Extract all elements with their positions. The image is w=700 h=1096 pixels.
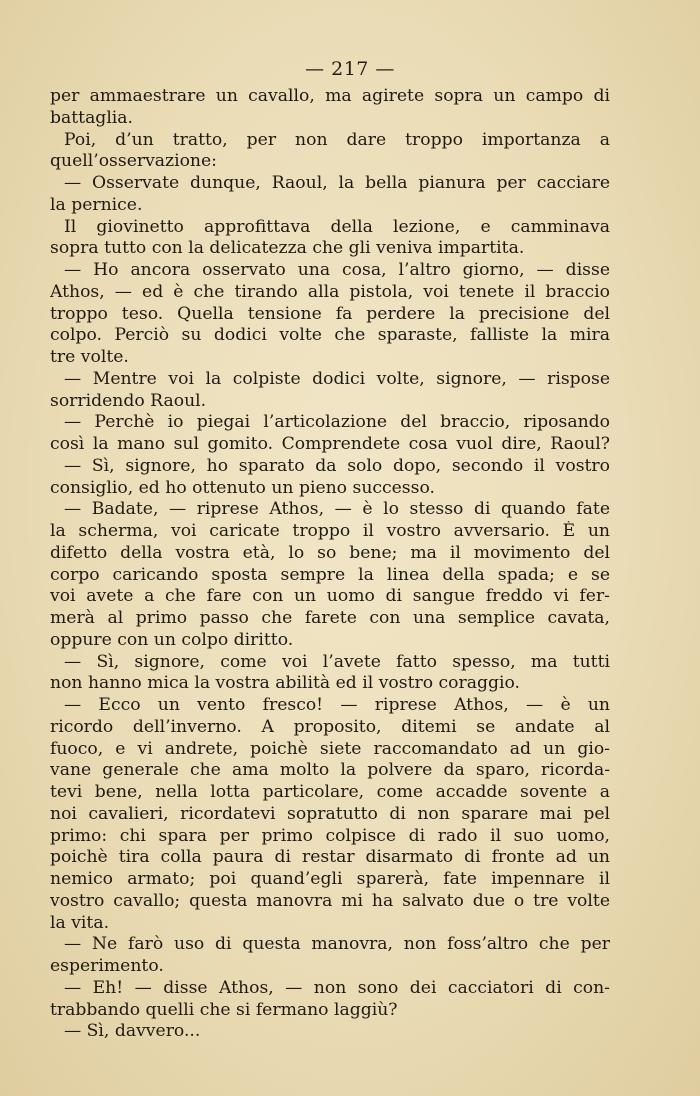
text-line: — Mentre voi la colpiste dodici volte, signore, — rispose <box>64 368 610 389</box>
text-line: — Eh! — disse Athos, — non sono dei cacciatori di con- <box>64 977 610 998</box>
text-line: primo: chi spara per primo colpisce di rado il suo uomo, <box>50 825 610 846</box>
text-line: non hanno mica la vostra abilità ed il vostro coraggio. <box>50 673 520 694</box>
text-line: consiglio, ed ho ottenuto un pieno successo. <box>50 477 435 498</box>
text-line: esperimento. <box>50 956 164 976</box>
text-line: corpo caricando sposta sempre la linea della spada; e se <box>50 564 610 585</box>
text-line: Athos, — ed è che tirando alla pistola, voi tenete il braccio <box>50 281 610 302</box>
text-line: — Ho ancora osservato una cosa, l’altro giorno, — disse <box>64 260 610 280</box>
text-line: quell’osservazione: <box>50 151 217 172</box>
text-line: Poi, d’un tratto, per non dare troppo importanza a <box>64 129 610 150</box>
text-line: — Ne farò uso di questa manovra, non foss’altro che per <box>64 934 610 955</box>
text-line: oppure con un colpo diritto. <box>50 629 294 650</box>
text-line: — Sì, signore, come voi l’avete fatto spesso, ma tutti <box>64 651 610 672</box>
text-line: per ammaestrare un cavallo, ma agirete sopra un campo di <box>50 86 610 106</box>
text-line: nemico armato; poi quand’egli sparerà, fate impennare il <box>50 869 610 889</box>
text-line: — Sì, davvero... <box>64 1021 201 1042</box>
text-line: la vita. <box>50 912 110 933</box>
text-line: vostro cavallo; questa manovra mi ha salvato due o tre volte <box>50 890 610 911</box>
text-line: la scherma, voi caricate troppo il vostro avversario. È un <box>50 521 610 541</box>
text-line: vane generale che ama molto la polvere da sparo, ricorda- <box>50 760 610 781</box>
text-line: — Perchè io piegai l’articolazione del braccio, riposando <box>64 412 610 433</box>
text-line: voi avete a che fare con un uomo di sangue freddo vi fer- <box>50 586 610 607</box>
text-line: poichè tira colla paura di restar disarmato di fronte ad un <box>50 847 610 868</box>
text-line: noi cavalieri, ricordatevi sopratutto di non sparare mai pel <box>50 803 610 824</box>
text-line: sopra tutto con la delicatezza che gli veniva impartita. <box>50 238 525 259</box>
text-line: così la mano sul gomito. Comprendete cosa vuol dire, Raoul? <box>50 434 610 454</box>
text-line: difetto della vostra età, lo so bene; ma il movimento del <box>50 542 610 563</box>
text-line: colpo. Perciò su dodici volte che sparaste, falliste la mira <box>50 325 610 346</box>
page-number: — 217 — <box>305 58 395 80</box>
page-body-text <box>50 86 610 1043</box>
text-line: merà al primo passo che farete con una semplice cavata, <box>50 608 610 628</box>
text-line: ricordo dell’inverno. A proposito, ditemi se andate al <box>50 716 610 737</box>
text-line: tevi bene, nella lotta particolare, come accadde sovente a <box>50 782 610 802</box>
text-line: sorridendo Raoul. <box>50 390 207 411</box>
text-line: — Badate, — riprese Athos, — è lo stesso di quando fate <box>64 499 610 520</box>
text-line: battaglia. <box>50 107 134 128</box>
text-line: troppo teso. Quella tensione fa perdere la precisione del <box>50 303 610 324</box>
text-line: — Ecco un vento fresco! — riprese Athos, — è un <box>64 695 610 715</box>
text-line: — Osservate dunque, Raoul, la bella pianura per cacciare <box>64 173 610 193</box>
text-line: tre volte. <box>50 347 129 367</box>
text-line: Il giovinetto approfittava della lezione, e camminava <box>64 216 610 237</box>
text-line: la pernice. <box>50 194 143 215</box>
text-line: — Sì, signore, ho sparato da solo dopo, secondo il vostro <box>64 455 610 476</box>
text-line: trabbando quelli che si fermano laggiù? <box>50 999 398 1020</box>
text-line: fuoco, e vi andrete, poichè siete raccomandato ad un gio- <box>50 738 610 759</box>
